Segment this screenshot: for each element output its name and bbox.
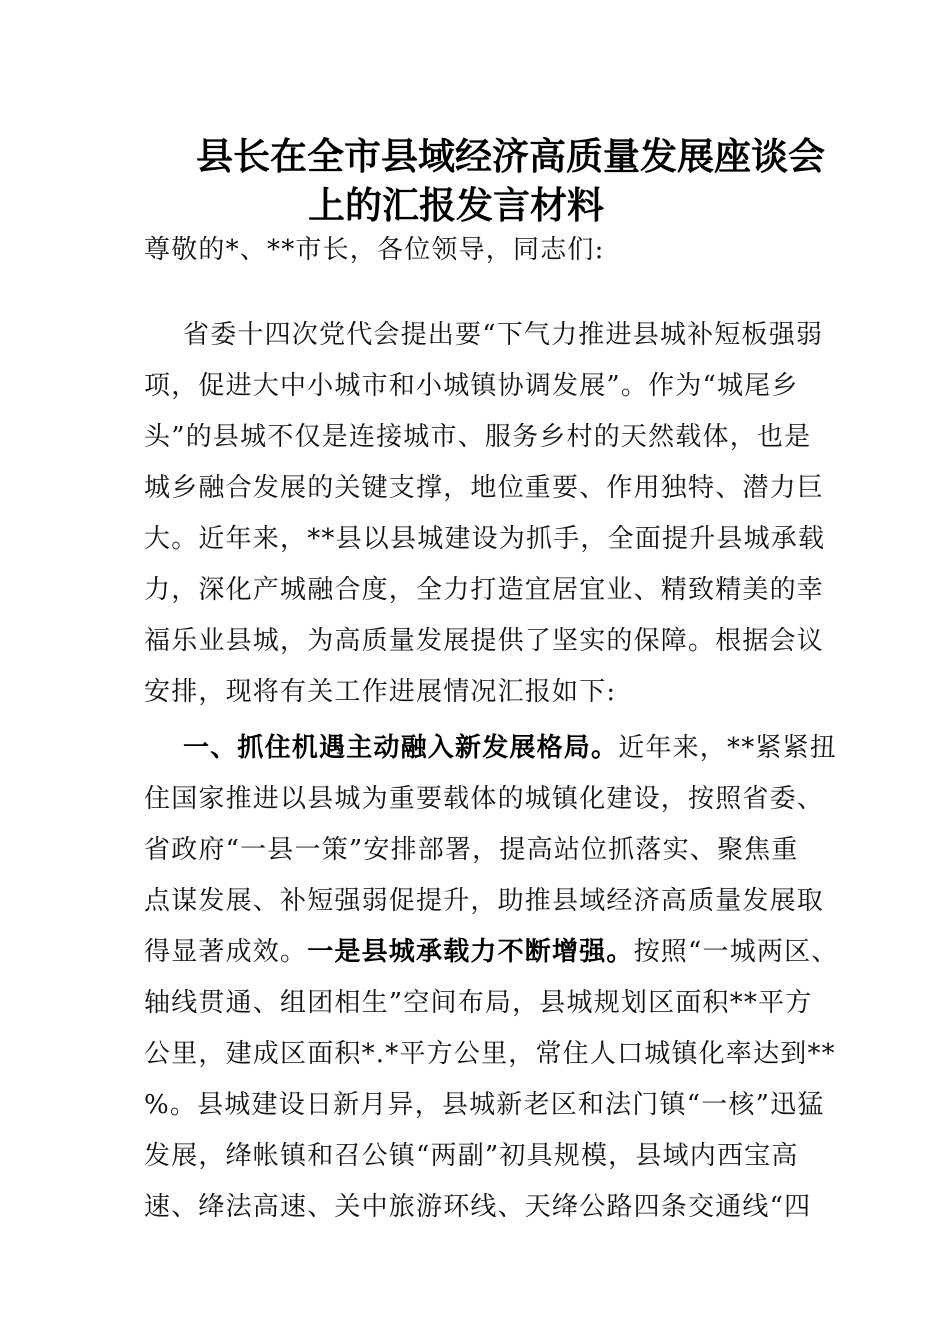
paragraph-line: %。县城建设日新月异，县城新老区和法门镇“一核”迅猛 bbox=[144, 1090, 825, 1120]
section-heading: 一、抓住机遇主动融入新发展格局。 bbox=[183, 733, 619, 763]
subheading: 一是县城承载力不断增强。 bbox=[307, 937, 634, 967]
paragraph-line: 发展，绛帐镇和召公镇“两副”初具规模，县域内西宝高 bbox=[144, 1141, 799, 1171]
paragraph-line: 速、绛法高速、关中旅游环线、天绛公路四条交通线“四 bbox=[144, 1192, 812, 1222]
paragraph-line: 头”的县城不仅是连接城市、服务乡村的天然载体，也是 bbox=[144, 422, 812, 452]
paragraph-text: 近年来，**紧紧扭 bbox=[618, 733, 838, 763]
paragraph-line: 项，促进大中小城市和小城镇协调发展”。作为“城尾乡 bbox=[144, 371, 799, 401]
paragraph-line: 福乐业县城，为高质量发展提供了坚实的保障。根据会议 bbox=[144, 626, 825, 656]
paragraph-text: 得显著成效。 bbox=[144, 937, 308, 967]
document-title-line-2: 上的汇报发言材料 bbox=[308, 183, 604, 227]
paragraph-line: 省政府“一县一策”安排部署，提高站位抓落实、聚焦重 bbox=[144, 835, 799, 865]
document-title-line-1: 县长在全市县域经济高质量发展座谈会 bbox=[196, 134, 825, 178]
paragraph-line: 轴线贯通、组团相生”空间布局，县城规划区面积**平方 bbox=[144, 988, 813, 1018]
paragraph-line: 公里，建成区面积*.*平方公里，常住人口城镇化率达到** bbox=[144, 1039, 836, 1069]
paragraph-line: 点谋发展、补短强弱促提升，助推县域经济高质量发展取 bbox=[144, 886, 825, 916]
paragraph-line: 大。近年来，**县以县城建设为抓手，全面提升县城承载 bbox=[144, 524, 826, 554]
paragraph-line: 力，深化产城融合度，全力打造宜居宜业、精致精美的幸 bbox=[144, 575, 825, 605]
paragraph-line: 安排，现将有关工作进展情况汇报如下: bbox=[144, 677, 617, 707]
salutation: 尊敬的*、**市长，各位领导，同志们: bbox=[144, 235, 605, 265]
paragraph-line: 城乡融合发展的关键支撑，地位重要、作用独特、潜力巨 bbox=[144, 473, 825, 503]
paragraph-text: 按照“一城两区、 bbox=[633, 937, 839, 967]
paragraph-line-with-subheading bbox=[144, 934, 839, 970]
paragraph-line: 住国家推进以县城为重要载体的城镇化建设，按照省委、 bbox=[144, 784, 825, 814]
paragraph-line: 省委十四次党代会提出要“下气力推进县城补短板强弱 bbox=[183, 320, 824, 350]
section-heading-line bbox=[183, 730, 837, 766]
